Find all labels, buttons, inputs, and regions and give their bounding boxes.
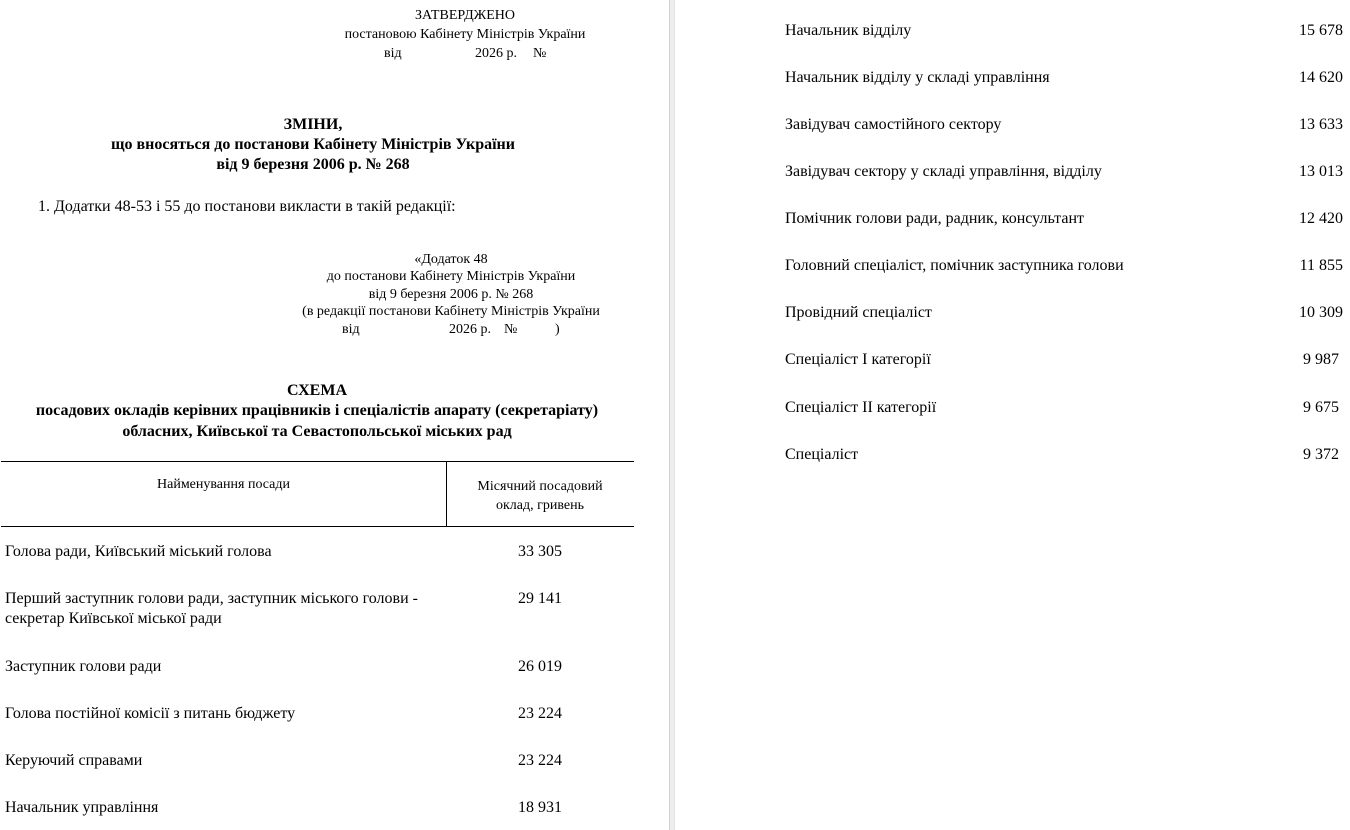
table-row-position: Спеціаліст II категорії bbox=[785, 399, 937, 416]
document-title: ЗМІНИ, bbox=[283, 116, 343, 133]
table-row-salary: 23 224 bbox=[518, 752, 562, 769]
table-row-salary: 14 620 bbox=[1299, 69, 1343, 86]
annex-line4: (в редакції постанови Кабінету Міністрів України bbox=[302, 304, 600, 319]
table-row-salary: 23 224 bbox=[518, 705, 562, 722]
table-row-position: Керуючий справами bbox=[5, 752, 143, 769]
schema-title-line3: обласних, Київської та Севастопольської міських рад bbox=[122, 423, 512, 440]
table-row-salary: 26 019 bbox=[518, 658, 562, 675]
table-row-salary: 33 305 bbox=[518, 543, 562, 560]
annex-line1: «Додаток 48 bbox=[414, 252, 488, 267]
table-row-salary: 12 420 bbox=[1299, 210, 1343, 227]
approval-number-sign: № bbox=[533, 46, 547, 61]
table-row-position: Голова постійної комісії з питань бюджету bbox=[5, 705, 296, 722]
column-header-salary bbox=[447, 477, 633, 515]
document-title-line3: від 9 березня 2006 р. № 268 bbox=[216, 156, 410, 173]
annex-line3: від 9 березня 2006 р. № 268 bbox=[368, 287, 534, 302]
column-header-salary-line1: Місячний посадовий bbox=[477, 479, 603, 494]
approval-heading: ЗАТВЕРДЖЕНО bbox=[415, 8, 515, 23]
table-row-salary: 15 678 bbox=[1299, 22, 1343, 39]
table-row-position: Помічник голови ради, радник, консультант bbox=[785, 210, 1084, 227]
table-row-salary: 18 931 bbox=[518, 799, 562, 816]
table-row-position: Спеціаліст I категорії bbox=[785, 351, 931, 368]
table-row-salary: 11 855 bbox=[1299, 257, 1343, 274]
table-row-salary: 9 987 bbox=[1303, 351, 1339, 368]
column-header-position: Найменування посади bbox=[157, 477, 290, 492]
document-page-right bbox=[676, 0, 1350, 830]
table-row-salary: 9 372 bbox=[1303, 446, 1339, 463]
table-row-salary: 9 675 bbox=[1303, 399, 1339, 416]
table-row-position: Провідний спеціаліст bbox=[785, 304, 932, 321]
annex-date-prefix: від bbox=[342, 322, 360, 337]
table-row-position: Завідувач сектору у складі управління, відділу bbox=[785, 163, 1102, 180]
table-row-salary: 13 633 bbox=[1299, 116, 1343, 133]
page-divider bbox=[669, 0, 675, 830]
table-row-salary: 29 141 bbox=[518, 590, 562, 607]
table-row-position: Начальник відділу у складі управління bbox=[785, 69, 1050, 86]
table-row-position: Заступник голови ради bbox=[5, 658, 162, 675]
schema-heading: СХЕМА bbox=[286, 382, 348, 399]
table-top-rule bbox=[1, 461, 634, 462]
approval-date-year: 2026 р. bbox=[475, 46, 517, 61]
document-page-left bbox=[0, 0, 668, 830]
table-row-salary: 13 013 bbox=[1299, 163, 1343, 180]
approval-date-prefix: від bbox=[384, 46, 402, 61]
table-row-position: Голова ради, Київський міський голова bbox=[5, 543, 272, 560]
table-row-salary: 10 309 bbox=[1299, 304, 1343, 321]
annex-date-year: 2026 р. bbox=[449, 322, 491, 337]
table-header-rule bbox=[1, 526, 634, 527]
clause-1: 1. Додатки 48-53 і 55 до постанови викласти в такій редакції: bbox=[38, 198, 456, 215]
table-row-position: Спеціаліст bbox=[785, 446, 859, 463]
table-row-position: Головний спеціаліст, помічник заступника голови bbox=[785, 257, 1124, 274]
annex-close-paren: ) bbox=[555, 322, 560, 337]
schema-title-line2: посадових окладів керівних працівників і спеціалістів апарату (секретаріату) bbox=[35, 402, 599, 419]
document-title-line2: що вносяться до постанови Кабінету Міністрів України bbox=[111, 136, 515, 153]
table-row-position: Начальник відділу bbox=[785, 22, 912, 39]
table-row-position: Перший заступник голови ради, заступник міського голови - секретар Київської міської ради bbox=[5, 590, 418, 627]
approval-by: постановою Кабінету Міністрів України bbox=[344, 27, 586, 42]
table-row-position: Начальник управління bbox=[5, 799, 159, 816]
annex-number-sign: № bbox=[504, 322, 518, 337]
annex-line2: до постанови Кабінету Міністрів України bbox=[326, 269, 576, 284]
column-header-salary-line2: оклад, гривень bbox=[496, 498, 584, 513]
table-row-position: Завідувач самостійного сектору bbox=[785, 116, 1002, 133]
